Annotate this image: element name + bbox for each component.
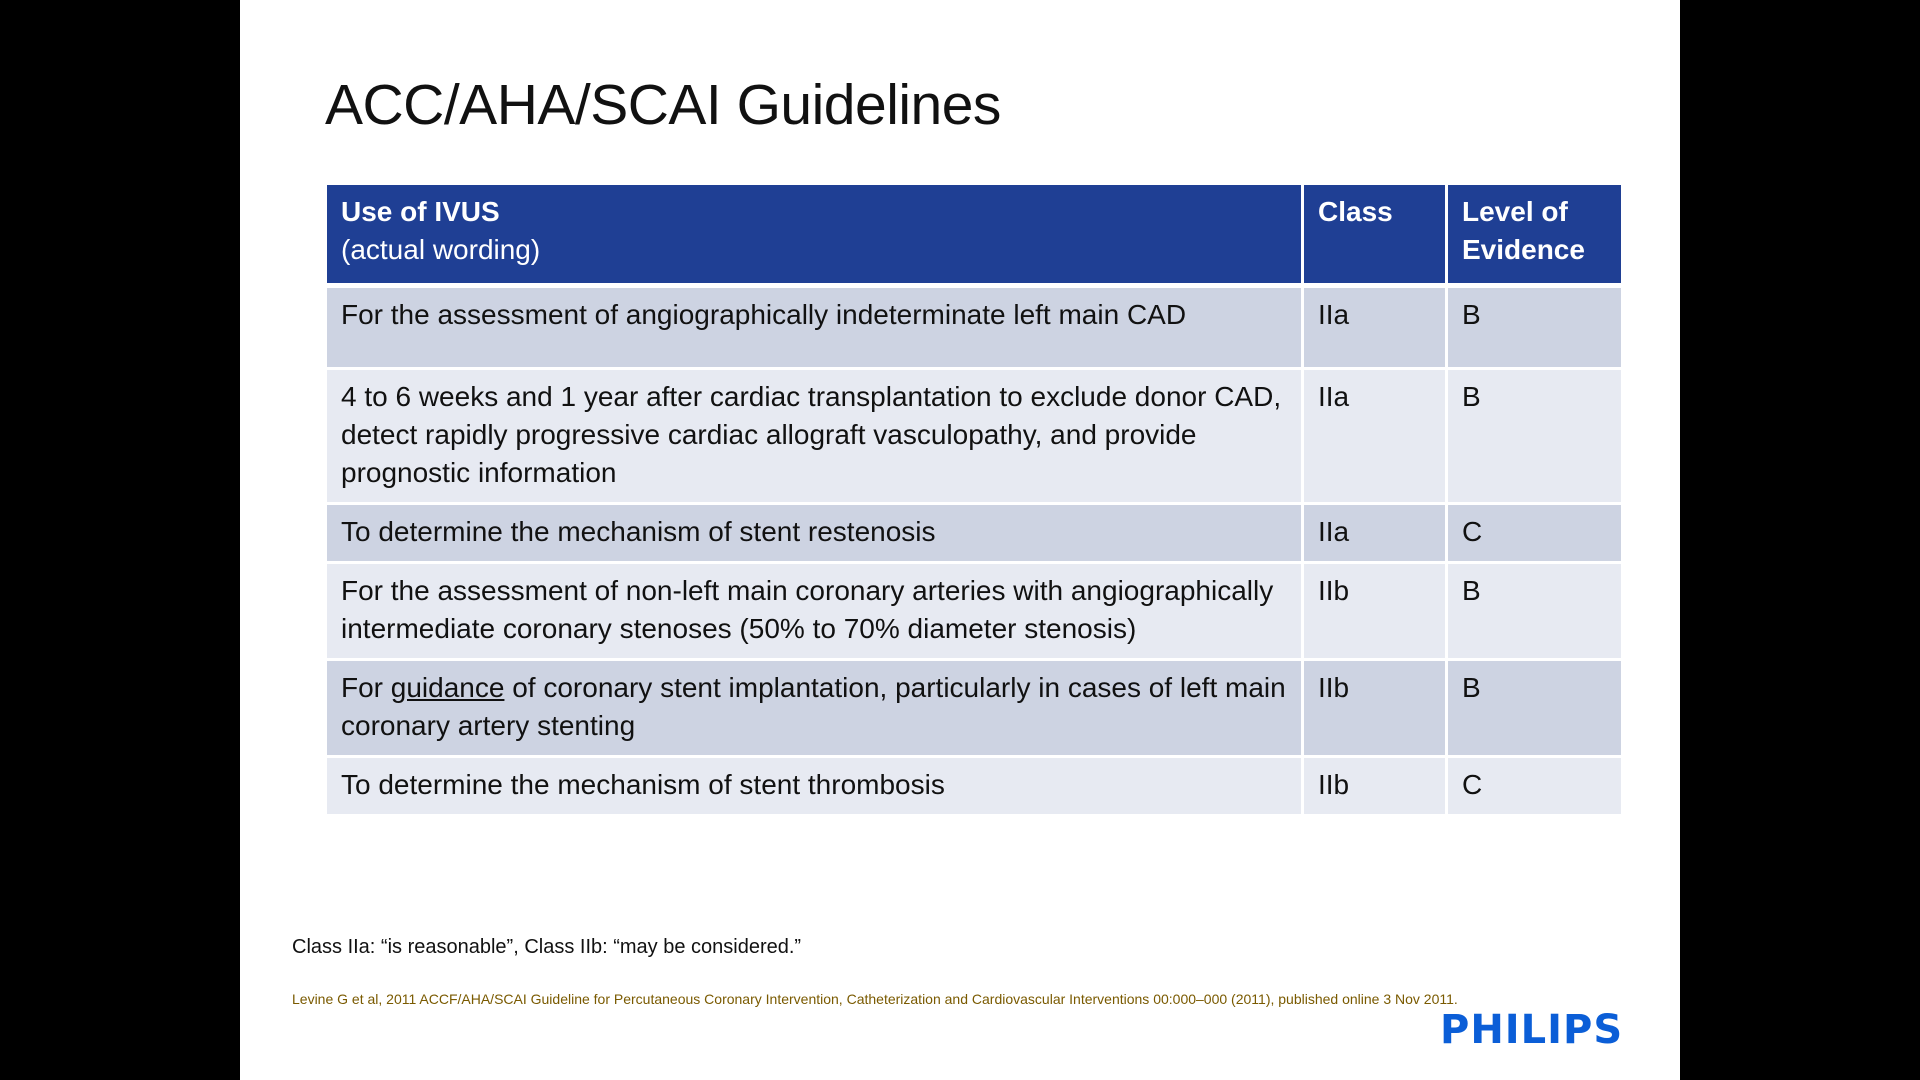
slide-title: ACC/AHA/SCAI Guidelines <box>325 73 1001 137</box>
slide <box>240 0 1680 1080</box>
header-use-of-ivus <box>326 184 1303 286</box>
loe-cell: B <box>1447 563 1623 660</box>
loe-cell: C <box>1447 757 1623 816</box>
class-cell: IIb <box>1303 563 1447 660</box>
use-text: 4 to 6 weeks and 1 year after cardiac transplantation to exclude donor CAD, detect rapidly progressive cardiac allograft vasculopathy, and provide prognostic information <box>341 381 1282 488</box>
header-loe-line2: Evidence <box>1462 234 1585 265</box>
use-cell <box>326 369 1303 504</box>
table-row <box>326 660 1623 757</box>
table-row <box>326 286 1623 369</box>
use-text-emphasis: guidance <box>390 672 505 703</box>
use-cell <box>326 757 1303 816</box>
class-cell: IIa <box>1303 369 1447 504</box>
class-cell: IIa <box>1303 504 1447 563</box>
header-loe-line1: Level of <box>1462 196 1568 227</box>
use-cell <box>326 286 1303 369</box>
header-class-label: Class <box>1318 196 1393 227</box>
header-use-subtitle: (actual wording) <box>341 234 541 265</box>
use-text-post: of coronary stent implantation, particularly in cases of left main coronary artery stenting <box>341 672 1286 741</box>
table-header-row <box>326 184 1623 286</box>
use-text-pre: For <box>341 672 391 703</box>
use-cell <box>326 504 1303 563</box>
loe-cell: B <box>1447 660 1623 757</box>
guidelines-table <box>324 182 1624 817</box>
class-cell: IIb <box>1303 660 1447 757</box>
class-definition-note: Class IIa: “is reasonable”, Class IIb: “may be considered.” <box>292 936 802 958</box>
table-row <box>326 757 1623 816</box>
use-text: For the assessment of non-left main coronary arteries with angiographically intermediate coronary stenoses (50% to 70% diameter stenosis) <box>341 575 1274 644</box>
philips-logo: PHILIPS <box>1440 1007 1624 1053</box>
header-level-of-evidence <box>1447 184 1623 286</box>
use-text: For the assessment of angiographically indeterminate left main CAD <box>341 299 1187 330</box>
table-row <box>326 563 1623 660</box>
use-text: To determine the mechanism of stent restenosis <box>341 516 936 547</box>
loe-cell: B <box>1447 286 1623 369</box>
use-cell <box>326 563 1303 660</box>
loe-cell: B <box>1447 369 1623 504</box>
table-row <box>326 369 1623 504</box>
reference-citation: Levine G et al, 2011 ACCF/AHA/SCAI Guideline for Percutaneous Coronary Intervention, Catheterization and Cardiovascular Interventions 00:000–000 (2011), published online 3 Nov 2011. <box>292 991 1458 1007</box>
class-cell: IIa <box>1303 286 1447 369</box>
header-class <box>1303 184 1447 286</box>
loe-cell: C <box>1447 504 1623 563</box>
use-cell <box>326 660 1303 757</box>
class-cell: IIb <box>1303 757 1447 816</box>
header-use-title: Use of IVUS <box>341 196 500 227</box>
use-text: To determine the mechanism of stent thrombosis <box>341 769 945 800</box>
table-row <box>326 504 1623 563</box>
